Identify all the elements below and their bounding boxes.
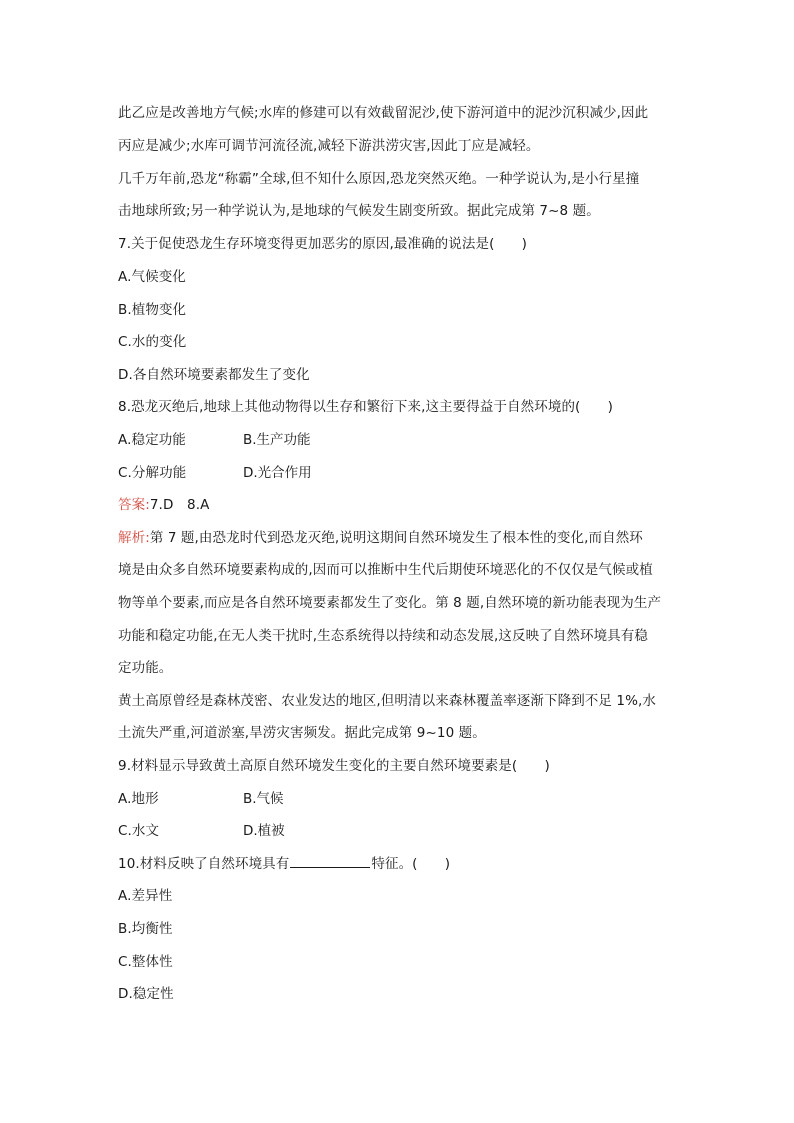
analysis-label: 解析: [118,530,150,546]
question-9-stem: 9.材料显示导致黄土高原自然环境发生变化的主要自然环境要素是( ) [118,758,550,774]
analysis-line-5: 定功能。 [118,660,173,676]
material-2-line-2: 土流失严重,河道淤塞,旱涝灾害频发。据此完成第 9~10 题。 [118,725,486,741]
question-10-option-c: C.整体性 [118,954,173,970]
question-7-option-b: B.植物变化 [118,302,187,318]
question-7-option-a: A.气候变化 [118,269,186,285]
question-9-option-a: A.地形 [118,791,159,807]
question-10-option-a: A.差异性 [118,888,173,904]
fill-in-blank [290,855,370,868]
question-10-option-b: B.均衡性 [118,921,173,937]
answer-label: 答案: [118,497,150,513]
analysis-text-1: 第 7 题,由恐龙时代到恐龙灭绝,说明这期间自然环境发生了根本性的变化,而自然环 [149,530,643,546]
intro-prev-line-2: 丙应是减少;水库可调节河流径流,减轻下游洪涝灾害,因此丁应是减轻。 [118,138,540,154]
analysis-line-2: 境是由众多自然环境要素构成的,因而可以推断中生代后期使环境恶化的不仅仅是气候或植 [118,562,653,578]
answer-value: 7.D 8.A [149,497,210,513]
analysis-line-1 [118,529,643,547]
question-10-option-d: D.稳定性 [118,986,174,1002]
material-1-line-2: 击地球所致;另一种学说认为,是地球的气候发生剧变所致。据此完成第 7~8 题。 [118,203,600,219]
intro-prev-line-1: 此乙应是改善地方气候;水库的修建可以有效截留泥沙,使下游河道中的泥沙沉积减少,因此 [118,105,649,121]
question-8-option-a: A.稳定功能 [118,432,186,448]
question-7-option-d: D.各自然环境要素都发生了变化 [118,367,310,383]
question-10-stem-before: 10.材料反映了自然环境具有 [118,856,290,872]
question-8-stem: 8.恐龙灭绝后,地球上其他动物得以生存和繁衍下来,这主要得益于自然环境的( ) [118,399,613,415]
answer-line [118,496,209,514]
analysis-line-3: 物等单个要素,而应是各自然环境要素都发生了变化。第 8 题,自然环境的新功能表现为生产 [118,595,662,611]
question-10-stem [118,855,450,873]
question-7-option-c: C.水的变化 [118,334,187,350]
question-9-option-c: C.水文 [118,823,160,839]
question-8-option-c: C.分解功能 [118,465,187,481]
question-9-option-b: B.气候 [243,791,284,807]
question-9-option-d: D.植被 [243,823,285,839]
material-2-line-1: 黄土高原曾经是森林茂密、农业发达的地区,但明清以来森林覆盖率逐渐下降到不足 1%,水 [118,693,656,709]
analysis-line-4: 功能和稳定功能,在无人类干扰时,生态系统得以持续和动态发展,这反映了自然环境具有稳 [118,628,648,644]
material-1-line-1: 几千万年前,恐龙“称霸”全球,但不知什么原因,恐龙突然灭绝。一种学说认为,是小行星撞 [118,171,640,187]
question-8-option-d: D.光合作用 [243,465,312,481]
question-10-stem-after: 特征。( ) [371,856,451,872]
question-7-stem: 7.关于促使恐龙生存环境变得更加恶劣的原因,最准确的说法是( ) [118,236,528,252]
question-8-option-b: B.生产功能 [243,432,311,448]
